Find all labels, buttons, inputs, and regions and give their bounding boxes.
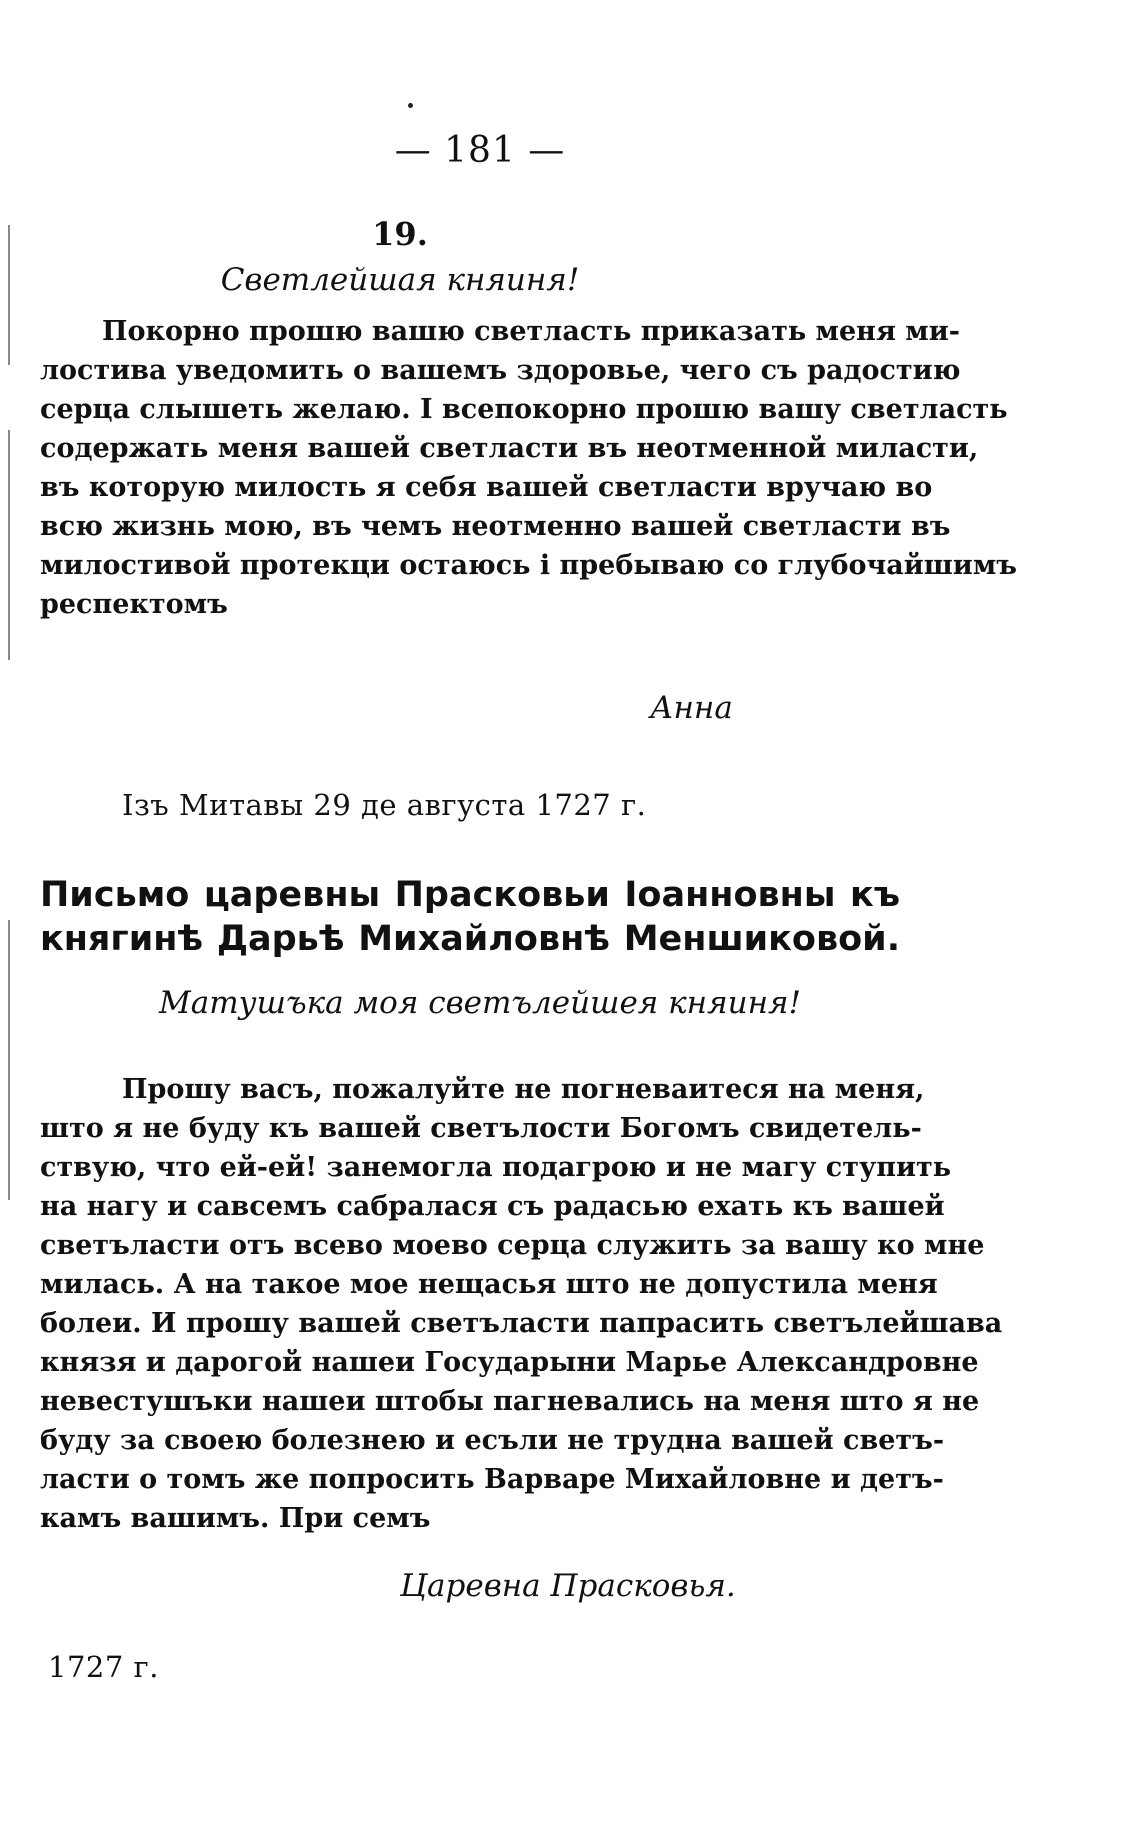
letter-1-salutation: Светлейшая княиня! bbox=[220, 262, 580, 298]
letter-2-line: светъласти отъ всево моево серца служить за вашу ко мне bbox=[40, 1230, 985, 1261]
letter-1-line: въ которую милость я себя вашей светласти вручаю во bbox=[40, 472, 933, 503]
letter-2-line: невестушъки нашеи штобы пагневались на меня што я не bbox=[40, 1386, 980, 1417]
margin-scan-mark bbox=[8, 430, 10, 660]
letter-number: 19. bbox=[372, 215, 428, 253]
letter-1-signature: Анна bbox=[650, 690, 733, 726]
letter-1-dateline: Iзъ Митавы 29 де августа 1727 г. bbox=[122, 788, 647, 822]
letter-2-line: ласти о томъ же попросить Варваре Михайловне и детъ- bbox=[40, 1464, 944, 1495]
letter-1-line: Покорно прошю вашю светласть приказать меня ми- bbox=[102, 316, 960, 347]
letter-2-line: камъ вашимъ. При семъ bbox=[40, 1503, 431, 1534]
letter-1-line: всю жизнь мою, въ чемъ неотменно вашей светласти въ bbox=[40, 511, 951, 542]
letter-2-body bbox=[40, 1070, 1003, 1538]
letter-1-line: содержать меня вашей светласти въ неотменной миласти, bbox=[40, 433, 979, 464]
letter-2-line: Прошу васъ, пожалуйте не погневаитеся на меня, bbox=[122, 1074, 925, 1105]
letter-2-line: милась. А на такое мое нещасья што не допустила меня bbox=[40, 1269, 938, 1300]
letter-1-line: серца слышеть желаю. I всепокорно прошю вашу светласть bbox=[40, 394, 1008, 425]
letter-2-line: што я не буду къ вашей светълости Богомъ свидетель- bbox=[40, 1113, 922, 1144]
letter-1-line: лостива уведомить о вашемъ здоровье, чего съ радостию bbox=[40, 355, 961, 386]
letter-2-line: на нагу и савсемъ сабралася съ радасью ехать къ вашей bbox=[40, 1191, 945, 1222]
letter-2-line: князя и дарогой нашеи Государыни Марье Александровне bbox=[40, 1347, 979, 1378]
letter-2-heading-line: Письмо царевны Прасковьи Iоанновны къ bbox=[40, 875, 900, 915]
letter-1-body bbox=[40, 312, 1017, 624]
letter-1-line: респектомъ bbox=[40, 589, 228, 620]
letter-2-signature: Царевна Прасковья. bbox=[400, 1568, 736, 1604]
letter-2-line: ствую, что ей-ей! занемогла подагрою и не магу ступить bbox=[40, 1152, 952, 1183]
letter-1-line: милостивой протекци остаюсь i пребываю со глубочайшимъ bbox=[40, 550, 1017, 581]
letter-2-heading-line: княгинѣ Дарьѣ Михайловнѣ Меншиковой. bbox=[40, 919, 900, 959]
print-speck bbox=[408, 103, 413, 108]
letter-2-heading bbox=[40, 873, 900, 961]
letter-2-line: буду за своею болезнею и есъли не трудна вашей светъ- bbox=[40, 1425, 945, 1456]
letter-2-salutation: Матушъка моя светълейшея княиня! bbox=[159, 985, 801, 1021]
page-number: — 181 — bbox=[394, 130, 566, 171]
margin-scan-mark bbox=[8, 920, 10, 1200]
letter-2-dateline: 1727 г. bbox=[48, 1650, 159, 1684]
letter-2-line: болеи. И прошу вашей светъласти папрасить светълейшава bbox=[40, 1308, 1003, 1339]
